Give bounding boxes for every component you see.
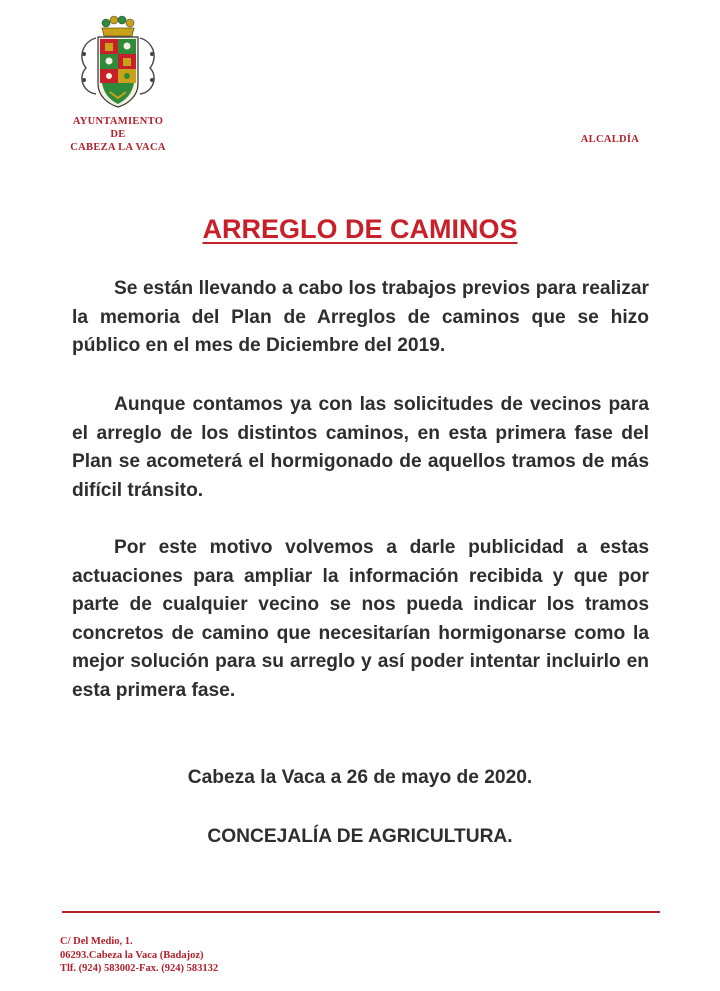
- paragraph-2: Aunque contamos ya con las solicitudes de vecinos para el arreglo de los distintos caminos, en esta primera fase del Plan se acometerá el hormigonado de aquellos tramos de más difícil tránsito.: [72, 394, 649, 501]
- document-title: [0, 214, 720, 245]
- footer-address: [60, 935, 218, 976]
- footer-city: 06293.Cabeza la Vaca (Badajoz): [60, 949, 204, 961]
- crown-icon: [102, 16, 134, 36]
- footer-divider: [62, 911, 660, 913]
- paragraph-1: Se están llevando a cabo los trabajos previos para realizar la memoria del Plan de Arreglos de caminos que se hizo público en el mes de Diciembre del 2019.: [72, 278, 649, 356]
- document-title-text: ARREGLO DE CAMINOS: [202, 214, 518, 244]
- office-label: ALCALDÍA: [580, 134, 640, 145]
- signature-department: CONCEJALÍA DE AGRICULTURA.: [207, 826, 513, 847]
- place-and-date: [0, 767, 720, 789]
- paragraph-3: Por este motivo volvemos a darle publicidad a estas actuaciones para ampliar la información recibida y que por parte de cualquier vecino se nos pueda indicar los tramos concretos de camino que necesitarían hormigonarse como la mejor solución para su arreglo y así poder intentar incluirlo en esta primera fase.: [72, 537, 649, 701]
- municipality-name: [58, 115, 178, 154]
- footer-phone-fax: Tlf. (924) 583002-Fax. (924) 583132: [60, 963, 219, 974]
- place-and-date-text: Cabeza la Vaca a 26 de mayo de 2020.: [187, 767, 533, 788]
- org-line-2: DE: [110, 129, 126, 140]
- coat-of-arms-logo: [74, 14, 162, 112]
- org-line-3: CABEZA LA VACA: [70, 142, 166, 153]
- org-line-1: AYUNTAMIENTO: [72, 116, 164, 127]
- footer-street: C/ Del Medio, 1.: [60, 936, 133, 947]
